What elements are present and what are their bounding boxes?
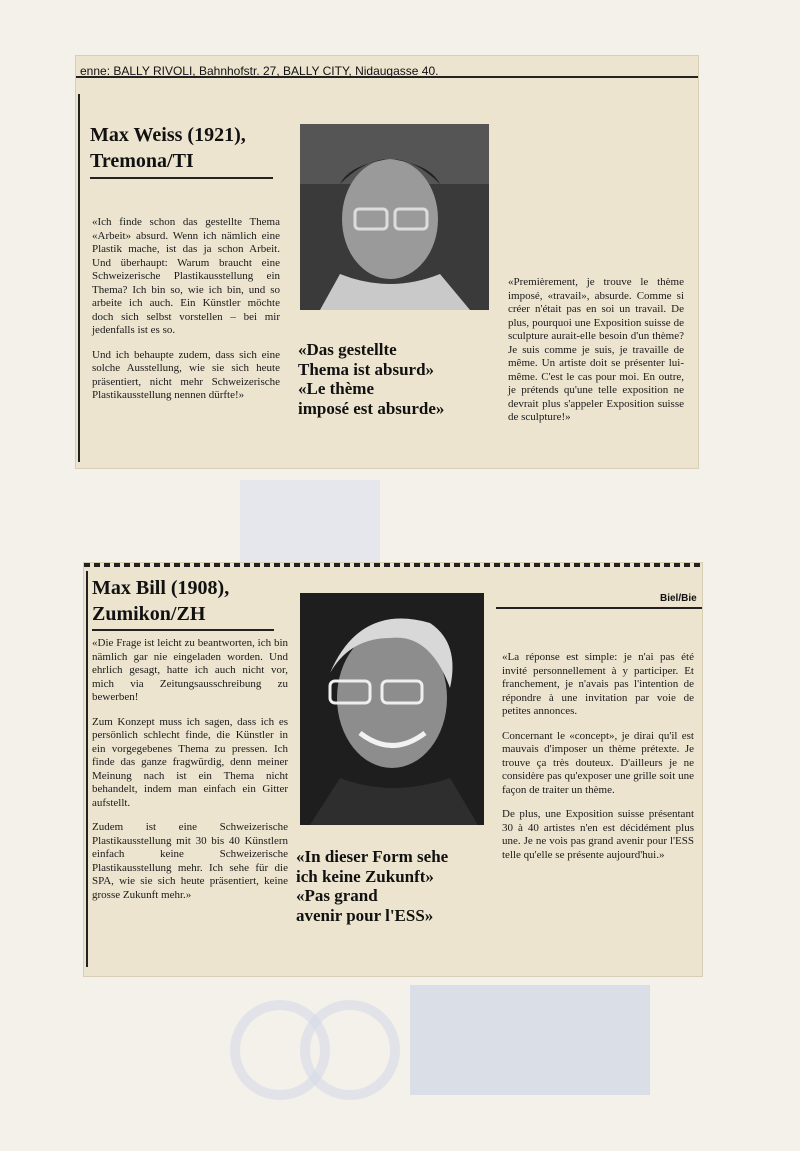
section-label-rule <box>496 607 702 609</box>
quote-french-line1: «Le thème <box>298 379 375 398</box>
artist-name-line2: Tremona/TI <box>90 150 194 172</box>
portrait-photo <box>300 124 489 310</box>
quote-french-line2: avenir pour l'ESS» <box>296 905 434 925</box>
clipping-max-weiss <box>76 56 698 468</box>
german-paragraph: Zum Konzept muss ich sagen, dass ich es persönlich schlecht finde, die Künstler in ein vorgegebenes Thema zu pressen. Ich finde das ganze fragwürdig, denn meiner Meinung nach ist ein Thema nicht behandelt, indem man einfach ein Gitter aufstellt. <box>92 715 288 809</box>
venue-strip: enne: BALLY RIVOLI, Bahnhofstr. 27, BALLY CITY, Nidaugasse 40. <box>76 56 698 78</box>
artist-name-line1: Max Bill (1908), <box>92 577 230 599</box>
french-text-column <box>502 651 694 873</box>
french-text-column <box>508 276 684 436</box>
french-paragraph: «Premièrement, je trouve le thème imposé, «travail», absurde. Comme si créer n'était pas en soi un travail. De plus, pourquoi une Exposition suisse de sculpture aurait-elle besoin d'un thème? Je suis comme je suis, je travaille de même. Un artiste doit se présenter lui-même. C'est le cas pour moi. En outre, je prétends qu'une telle exposition ne devrait plus s'appeler Exposition suisse de sculpture!» <box>508 276 684 423</box>
quote-french-line2: imposé est absurde» <box>298 398 445 418</box>
german-paragraph: Zudem ist eine Schweizerische Plastikausstellung mit 30 bis 40 Künstlern einfach keine Schweizerische Plastikausstellung mehr. Ich sehe für die SPA, wie sie sich heute präsentiert, keine grosse Zukunft mehr.» <box>92 821 288 901</box>
portrait-illustration <box>300 593 484 825</box>
french-paragraph: De plus, une Exposition suisse présentant 30 à 40 artistes n'en est décidément plus une. Je ne vois pas grand avenir pour l'ESS telle qu'elle se présente aujourd'hui.» <box>502 808 694 861</box>
name-underline <box>90 177 273 179</box>
clipping-max-bill <box>84 563 702 976</box>
german-text-column <box>92 216 280 414</box>
section-label: Biel/Bie <box>660 593 697 604</box>
artist-name <box>90 122 246 174</box>
german-paragraph: «Ich finde schon das gestellte Thema «Arbeit» absurd. Wenn ich nämlich eine Plastik mache, ist das ja schon Arbeit. Und überhaupt: Warum braucht eine Schweizerische Plastikausstellung ein Thema? Ich bin so, wie ich bin, und so arbeite ich auch. Ein Künstler möchte doch sich selbst vorstellen – bei mir jedenfalls ist es so. <box>92 216 280 336</box>
dashed-top-rule <box>84 563 702 567</box>
german-text-column <box>92 637 288 913</box>
french-paragraph: «La réponse est simple: je n'ai pas été invité personnellement à y participer. Et franchement, je n'avais pas l'intention de répondre à une invitation par voie de petites annonces. <box>502 651 694 717</box>
pull-quote <box>298 340 498 418</box>
portrait-illustration <box>300 124 489 310</box>
german-paragraph: Und ich behaupte zudem, dass sich eine solche Ausstellung, wie sie sich heute präsentiert, nicht mehr Schweizerische Plastikausstellung nennen dürfte!» <box>92 348 280 401</box>
pull-quote <box>296 847 496 925</box>
quote-german-line2: ich keine Zukunft» <box>296 866 434 886</box>
quote-german-line1: «In dieser Form sehe <box>296 847 449 866</box>
german-paragraph: «Die Frage ist leicht zu beantworten, ich bin nämlich gar nie eingeladen worden. Und ehrlich gesagt, hatte ich auch nicht vor, mich via Zeitungsausschreibung zu bewerben! <box>92 637 288 703</box>
artist-name-line1: Max Weiss (1921), <box>90 124 246 146</box>
name-underline <box>92 629 274 631</box>
left-rule <box>86 571 88 967</box>
quote-french-line1: «Pas grand <box>296 886 378 905</box>
artist-name-line2: Zumikon/ZH <box>92 603 206 625</box>
artist-name <box>92 575 229 627</box>
portrait-photo <box>300 593 484 825</box>
left-rule <box>78 94 80 462</box>
french-paragraph: Concernant le «concept», je dirai qu'il est mauvais d'imposer un thème prétexte. Je trouve ça très douteux. D'ailleurs je ne considère pas qu'exposer une grille soit une façon de traiter un thème. <box>502 729 694 796</box>
quote-german-line2: Thema ist absurd» <box>298 359 435 379</box>
quote-german-line1: «Das gestellte <box>298 340 397 359</box>
